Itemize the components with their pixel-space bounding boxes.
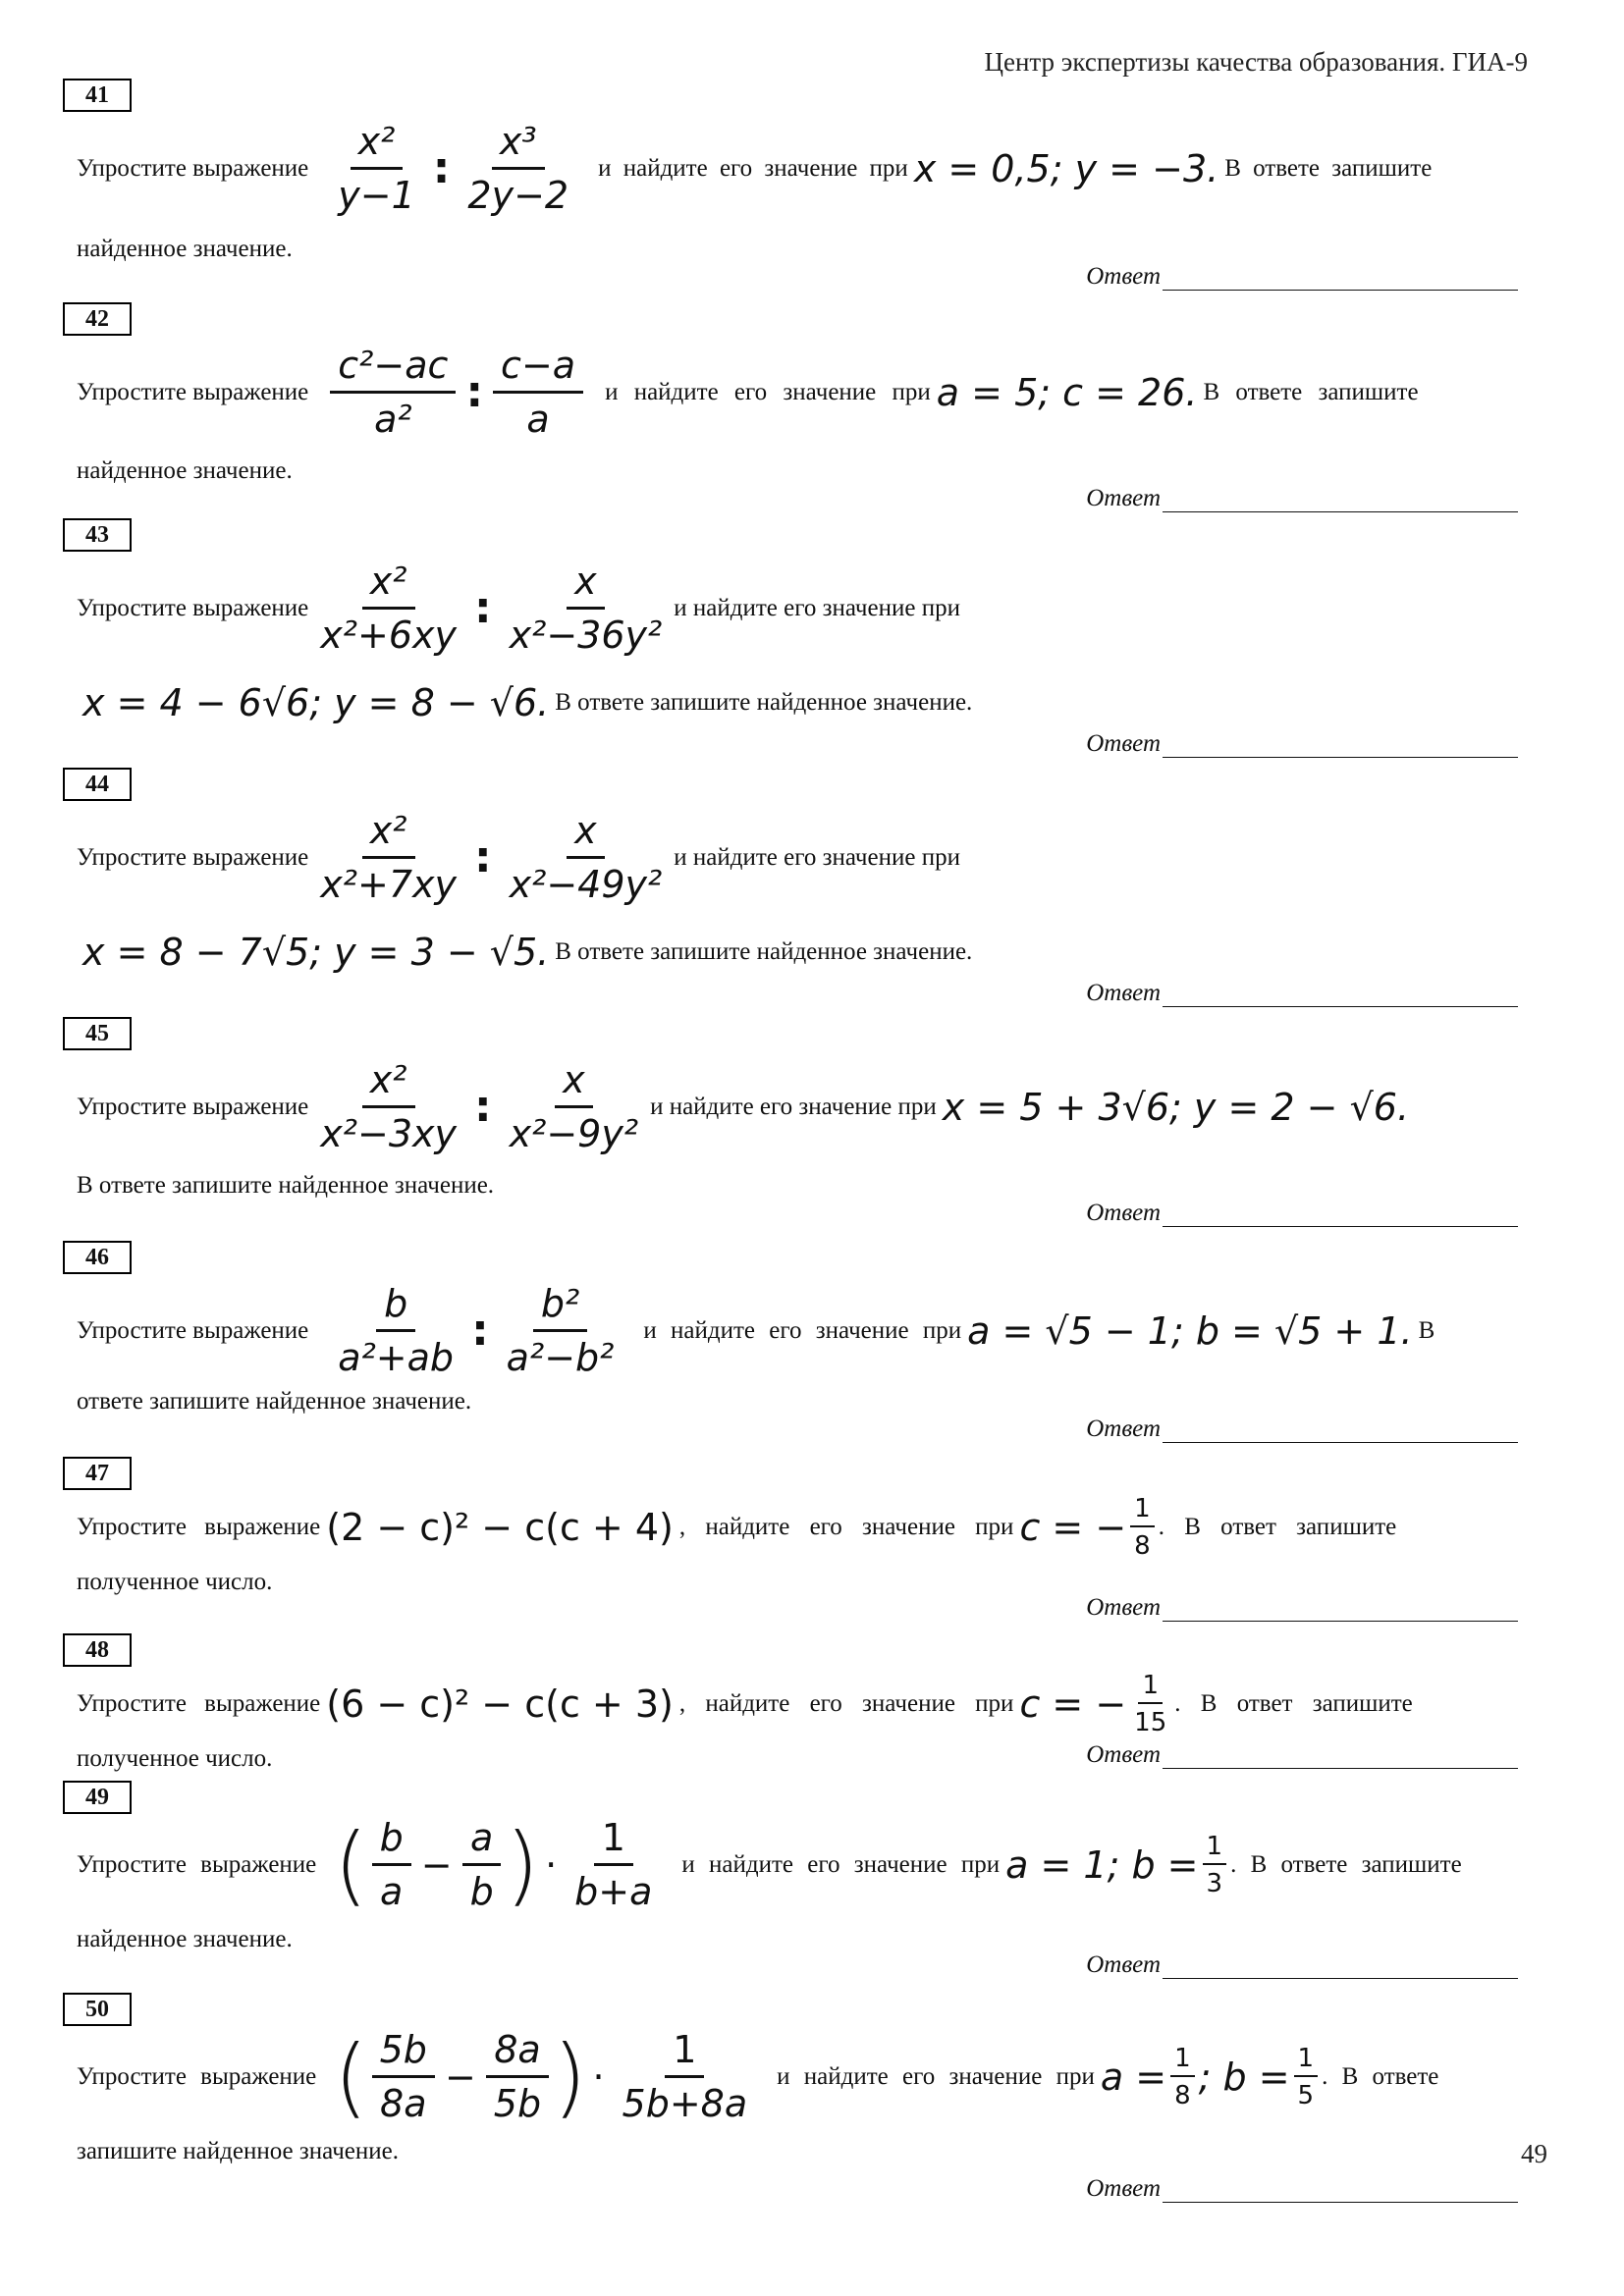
task-condition-a: a = (1100, 2055, 1167, 2099)
task-number: 45 (63, 1017, 132, 1050)
task-lead: Упростите выражение (77, 1850, 317, 1878)
task-tail: , найдите его значение при (678, 1690, 1014, 1717)
task-line2: найденное значение. (77, 1926, 293, 1952)
task-number: 50 (63, 1993, 132, 2026)
answer-field[interactable]: Ответ (1086, 485, 1518, 512)
task-condition: c = − (1019, 1682, 1127, 1726)
fraction-1: $\frac{\text{x²}}{\text{x²+6xy}}$ (320, 560, 457, 657)
task-tail: и найдите его значение при (674, 843, 960, 871)
task-end: . В ответ запишите (1158, 1514, 1397, 1540)
task-tail: и найдите его значение при (681, 1850, 1001, 1878)
task-lead: Упростите выражение (77, 2062, 317, 2090)
condition-fraction-a: $\frac{1}{8}$ (1170, 2044, 1195, 2110)
condition-fraction: $\frac{1}{3}$ (1203, 1832, 1227, 1898)
task-condition: x = 0,5; y = −3. (913, 146, 1219, 190)
task-condition: x = 4 − 6√6; y = 8 − √6. (82, 681, 550, 724)
task-lead: Упростите выражение (77, 378, 309, 405)
task-line2: найденное значение. (77, 236, 293, 262)
task-tail: и найдите его значение при (605, 378, 931, 405)
task-tail: и найдите его значение при (674, 594, 960, 621)
page-header: Центр экспертизы качества образования. ГИА-9 (984, 47, 1528, 77)
task-lead: Упростите выражение (77, 594, 309, 621)
answer-field[interactable]: Ответ (1086, 980, 1518, 1007)
task-end: В ответе запишите найденное значение. (555, 689, 973, 716)
task-number: 44 (63, 768, 132, 801)
fraction-2: $\frac{\text{b²}}{\text{a²−b²}}$ (506, 1282, 615, 1379)
answer-field[interactable]: Ответ (1086, 730, 1518, 758)
task-end: . В ответе запишите (1230, 1850, 1462, 1878)
task-lead: Упростите выражение (77, 1514, 321, 1540)
task-tail: и найдите его значение при (598, 154, 908, 182)
task-lead: Упростите выражение (77, 1316, 309, 1344)
fraction-1: $\frac{b}{a}$ (372, 1816, 411, 1913)
fraction-2: $\frac{a}{b}$ (462, 1816, 502, 1913)
fraction-2: $\frac{x}{\text{x²−9y²}}$ (509, 1058, 639, 1155)
fraction-1: $\frac{5b}{8a}$ (372, 2028, 435, 2125)
condition-fraction: $\frac{1}{15}$ (1134, 1671, 1167, 1737)
task-line2: ответе запишите найденное значение. (77, 1388, 472, 1415)
task-tail: и найдите его значение при (777, 2062, 1095, 2090)
fraction-2: $\frac{8a}{5b}$ (486, 2028, 549, 2125)
task-end: . В ответе (1322, 2062, 1439, 2090)
task-number: 46 (63, 1241, 132, 1274)
fraction-2: $\frac{\text{x³}}{2y-2}$ (467, 120, 569, 217)
task-tail: , найдите его значение при (678, 1514, 1014, 1540)
task-number: 43 (63, 518, 132, 552)
answer-field[interactable]: Ответ (1086, 1594, 1518, 1622)
answer-field[interactable]: Ответ (1086, 263, 1518, 291)
task-end: В (1418, 1316, 1435, 1344)
fraction-1: $\frac{b}{\text{a²+ab}}$ (338, 1282, 455, 1379)
task-line2: полученное число. (77, 1745, 273, 1772)
task-expression: (6 − c)² − c(c + 3) (326, 1682, 674, 1726)
fraction-1: $\frac{\text{c²−ac}}{\text{a²}}$ (330, 344, 456, 441)
task-line2: В ответе запишите найденное значение. (77, 1172, 495, 1199)
answer-field[interactable]: Ответ (1086, 1741, 1518, 1769)
fraction-2: $\frac{x}{\text{x²−36y²}}$ (509, 560, 663, 657)
task-condition: x = 8 − 7√5; y = 3 − √5. (82, 931, 550, 974)
task-condition: a = 5; c = 26. (936, 370, 1198, 414)
fraction-3: $\frac{1}{b+a}$ (574, 1816, 653, 1913)
task-end: . В ответ запишите (1174, 1690, 1413, 1717)
fraction-1: $\frac{\text{x²}}{y-1}$ (338, 120, 415, 217)
task-line2: запишите найденное значение. (77, 2138, 400, 2164)
task-lead: Упростите выражение (77, 1690, 321, 1717)
task-condition: c = − (1019, 1506, 1127, 1549)
task-tail: и найдите его значение при (643, 1316, 962, 1344)
fraction-1: $\frac{\text{x²}}{\text{x²−3xy}}$ (320, 1058, 457, 1155)
fraction-2: $\frac{c-a}{a}$ (493, 344, 583, 441)
task-condition-b: ; b = (1198, 2055, 1290, 2099)
task-number: 42 (63, 302, 132, 336)
task-lead: Упростите выражение (77, 1093, 309, 1120)
answer-field[interactable]: Ответ (1086, 1951, 1518, 1979)
task-condition: x = 5 + 3√6; y = 2 − √6. (942, 1085, 1410, 1129)
page-number: 49 (1521, 2139, 1547, 2168)
fraction-3: $\frac{1}{5b+8a}$ (622, 2028, 748, 2125)
task-line2: полученное число. (77, 1569, 273, 1595)
task-expression: (2 − c)² − c(c + 4) (326, 1506, 674, 1549)
fraction-2: $\frac{x}{\text{x²−49y²}}$ (509, 809, 663, 906)
task-end: В ответе запишите найденное значение. (555, 938, 973, 965)
task-end: В ответе запишите (1224, 154, 1433, 182)
fraction-1: $\frac{\text{x²}}{\text{x²+7xy}}$ (320, 809, 457, 906)
task-condition: a = 1; b = (1005, 1842, 1199, 1887)
answer-field[interactable]: Ответ (1086, 1415, 1518, 1443)
answer-field[interactable]: Ответ (1086, 1200, 1518, 1227)
condition-fraction: $\frac{1}{8}$ (1130, 1494, 1155, 1561)
task-lead: Упростите выражение (77, 154, 309, 182)
condition-fraction-b: $\frac{1}{5}$ (1294, 2044, 1319, 2110)
answer-field[interactable]: Ответ (1086, 2175, 1518, 2203)
task-tail: и найдите его значение при (650, 1093, 937, 1120)
task-line2: найденное значение. (77, 457, 293, 484)
task-lead: Упростите выражение (77, 843, 309, 871)
task-number: 47 (63, 1457, 132, 1490)
task-number: 48 (63, 1633, 132, 1667)
task-end: В ответе запишите (1203, 378, 1419, 405)
task-condition: a = √5 − 1; b = √5 + 1. (967, 1308, 1413, 1353)
task-number: 49 (63, 1781, 132, 1814)
task-number: 41 (63, 79, 132, 112)
